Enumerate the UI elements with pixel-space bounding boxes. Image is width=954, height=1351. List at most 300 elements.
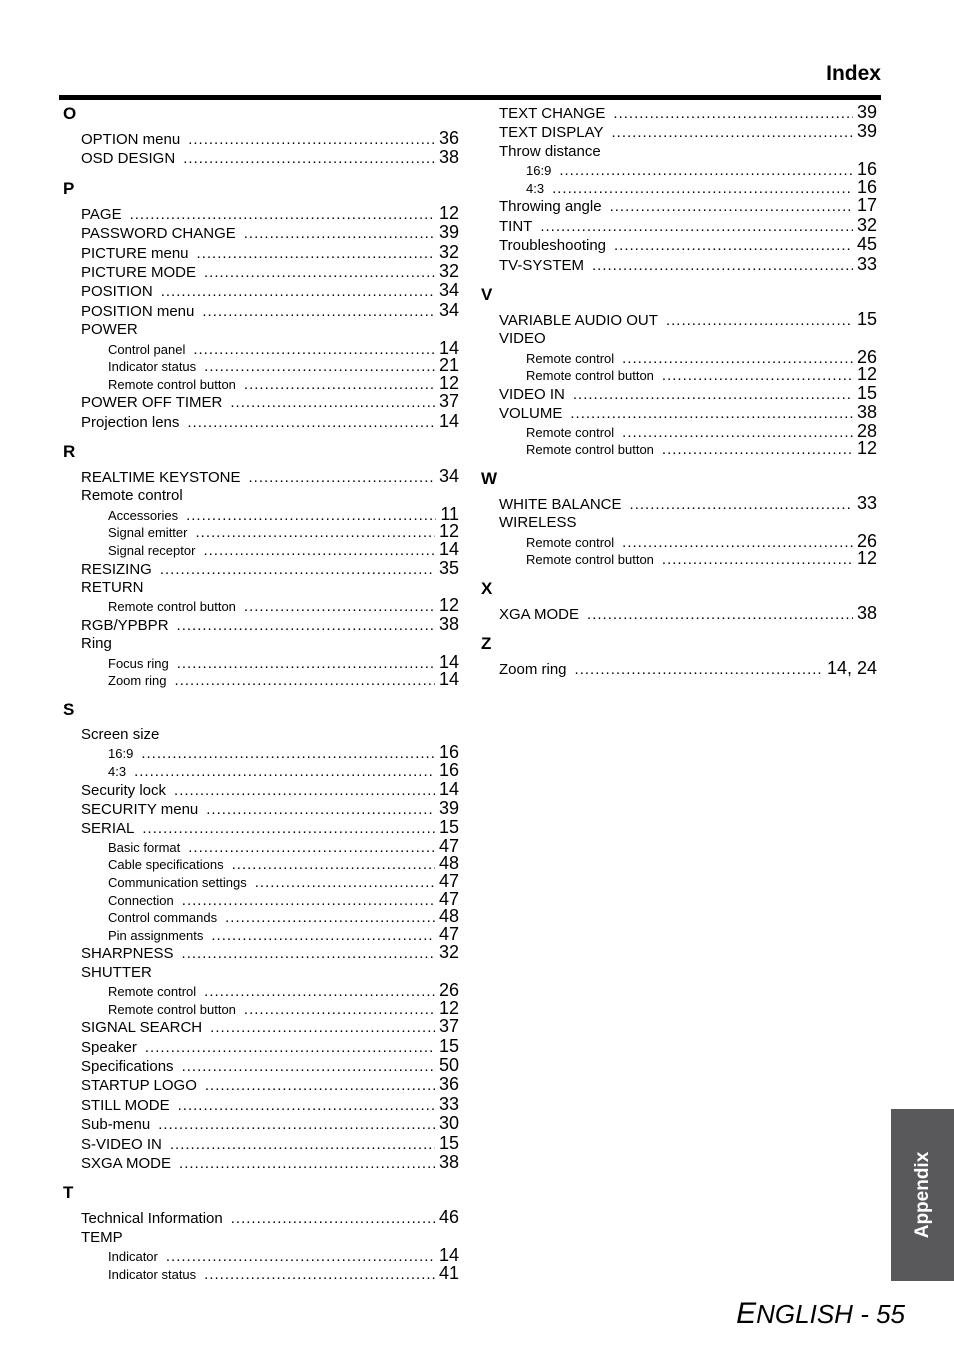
- index-section: [481, 103, 877, 274]
- entry-page-number: 47: [438, 925, 459, 944]
- entry-label: Troubleshooting: [499, 237, 607, 255]
- entry-page-number: 36: [438, 129, 459, 148]
- index-entry: [481, 310, 877, 329]
- dot-leader: [570, 404, 853, 422]
- dot-leader: [166, 1248, 435, 1265]
- index-entry: [63, 943, 459, 962]
- dot-leader: [170, 1135, 435, 1153]
- entry-label: Remote control button: [108, 376, 236, 392]
- entry-page-number: 12: [856, 366, 877, 384]
- dot-leader: [182, 892, 435, 909]
- entry-page-number: 28: [856, 422, 877, 441]
- dot-leader: [204, 358, 435, 375]
- dot-leader: [244, 598, 435, 615]
- dot-leader: [662, 441, 853, 458]
- dot-leader: [232, 856, 435, 873]
- index-subentry: [481, 366, 877, 384]
- dot-leader: [211, 927, 435, 944]
- entry-page-number: 32: [438, 943, 459, 963]
- dot-leader: [244, 224, 435, 242]
- entry-page-number: 16: [856, 178, 877, 197]
- entry-page-number: 14, 24: [826, 659, 877, 679]
- index-subentry: [63, 926, 459, 944]
- entry-page-number: 38: [438, 148, 459, 168]
- dot-leader: [187, 413, 435, 431]
- dot-leader: [552, 180, 853, 197]
- entry-label: Projection lens: [81, 413, 180, 431]
- index-entry: [63, 204, 459, 223]
- index-subentry: [63, 506, 459, 524]
- dot-leader: [204, 263, 435, 281]
- index-entry: [481, 494, 877, 513]
- entry-label: Remote control: [108, 984, 197, 1000]
- entry-page-number: 14: [438, 653, 459, 672]
- entry-page-number: 46: [438, 1208, 459, 1228]
- entry-label: RGB/YPBPR: [81, 617, 169, 635]
- index-entry: [63, 223, 459, 242]
- entry-label: SHARPNESS: [81, 945, 174, 963]
- index-entry: [481, 103, 877, 122]
- index-section: [63, 441, 459, 689]
- index-subentry: [63, 671, 459, 689]
- entry-page-number: 38: [856, 603, 877, 623]
- dot-leader: [662, 367, 853, 384]
- dot-leader: [210, 1018, 435, 1036]
- entry-label: Remote control: [526, 424, 615, 440]
- dot-leader: [622, 350, 853, 367]
- section-letter: W: [481, 468, 498, 488]
- entry-page-number: 12: [438, 203, 459, 223]
- entry-label: Connection: [108, 892, 174, 908]
- index-subentry: [63, 762, 459, 780]
- entry-page-number: 12: [438, 999, 459, 1018]
- entry-label: 4:3: [108, 763, 127, 779]
- index-section: [63, 178, 459, 431]
- index-entry: [63, 1017, 459, 1036]
- footer-language: NGLISH: [756, 1299, 853, 1329]
- entry-label: Cable specifications: [108, 857, 224, 873]
- index-entry: [481, 513, 877, 532]
- index-entry: [63, 578, 459, 597]
- dot-leader: [622, 424, 853, 441]
- index-entry: [63, 243, 459, 262]
- index-entry: [63, 1095, 459, 1114]
- entry-label: STARTUP LOGO: [81, 1077, 197, 1095]
- index-entry: [63, 615, 459, 634]
- dot-leader: [141, 745, 435, 762]
- entry-page-number: 11: [440, 505, 459, 524]
- entry-page-number: 36: [438, 1075, 459, 1095]
- appendix-tab-label: Appendix: [911, 1151, 933, 1239]
- index-entry: [481, 329, 877, 348]
- entry-label: Pin assignments: [108, 927, 204, 943]
- index-entry: [481, 403, 877, 422]
- index-entry: [63, 392, 459, 411]
- entry-label: TINT: [499, 217, 533, 235]
- dot-leader: [130, 205, 435, 223]
- entry-label: Zoom ring: [499, 661, 567, 679]
- entry-label: SHUTTER: [81, 963, 152, 981]
- section-letter: T: [63, 1183, 74, 1203]
- entry-page-number: 38: [438, 615, 459, 635]
- entry-page-number: 33: [856, 254, 877, 274]
- index-entry: [63, 1114, 459, 1133]
- entry-label: VIDEO IN: [499, 385, 565, 403]
- dot-leader: [205, 1076, 435, 1094]
- dot-leader: [179, 1154, 435, 1172]
- entry-page-number: 34: [438, 281, 459, 301]
- footer-page-number: - 55: [852, 1299, 905, 1329]
- index-entry: [63, 799, 459, 818]
- index-column-left: [63, 103, 459, 1282]
- entry-label: VARIABLE AUDIO OUT: [499, 311, 658, 329]
- index-entry: [63, 1208, 459, 1227]
- entry-label: TEMP: [81, 1228, 123, 1246]
- dot-leader: [174, 781, 435, 799]
- dot-leader: [610, 197, 853, 215]
- dot-leader: [666, 311, 853, 329]
- index-section: [63, 103, 459, 168]
- index-entry: [63, 780, 459, 799]
- entry-label: Security lock: [81, 781, 167, 799]
- dot-leader: [145, 1038, 435, 1056]
- index-entry: [481, 659, 877, 678]
- entry-label: TEXT DISPLAY: [499, 124, 604, 142]
- entry-page-number: 32: [856, 215, 877, 235]
- index-section: [481, 578, 877, 623]
- entry-label: XGA MODE: [499, 605, 580, 623]
- entry-label: TEXT CHANGE: [499, 105, 606, 122]
- entry-label: TV-SYSTEM: [499, 256, 585, 274]
- dot-leader: [178, 1096, 435, 1114]
- index-subentry: [63, 541, 459, 559]
- index-subentry: [63, 873, 459, 891]
- entry-page-number: 26: [856, 348, 877, 367]
- entry-label: Basic format: [108, 839, 181, 855]
- entry-label: Signal emitter: [108, 525, 188, 541]
- index-section: [481, 633, 877, 678]
- index-subentry: [481, 179, 877, 197]
- index-entry: [481, 235, 877, 254]
- entry-page-number: 16: [438, 761, 459, 780]
- entry-page-number: 14: [438, 671, 459, 689]
- index-subentry: [63, 375, 459, 393]
- section-letter: V: [481, 284, 493, 304]
- entry-label: Remote control: [526, 350, 615, 366]
- dot-leader: [134, 763, 435, 780]
- entry-page-number: 12: [856, 440, 877, 458]
- index-entry: [63, 301, 459, 320]
- entry-label: 4:3: [526, 180, 545, 196]
- dot-leader: [540, 217, 853, 235]
- dot-leader: [175, 672, 435, 689]
- entry-page-number: 16: [856, 161, 877, 179]
- entry-page-number: 39: [438, 223, 459, 243]
- entry-label: Specifications: [81, 1058, 174, 1076]
- index-subentry: [63, 891, 459, 909]
- dot-leader: [592, 256, 853, 274]
- section-letter: P: [63, 178, 75, 198]
- entry-label: WIRELESS: [499, 514, 577, 532]
- index-entry: [63, 486, 459, 505]
- index-subentry: [481, 161, 877, 179]
- dot-leader: [202, 302, 435, 320]
- dot-leader: [249, 468, 435, 486]
- dot-leader: [559, 162, 853, 179]
- index-subentry: [481, 423, 877, 441]
- dot-leader: [587, 605, 853, 623]
- entry-label: Remote control button: [526, 368, 654, 384]
- index-entry: [63, 281, 459, 300]
- section-letter: S: [63, 699, 75, 719]
- entry-page-number: 21: [438, 357, 459, 375]
- index-entry: [63, 262, 459, 281]
- entry-page-number: 33: [856, 493, 877, 513]
- entry-page-number: 14: [438, 541, 459, 559]
- entry-label: SERIAL: [81, 820, 135, 838]
- entry-label: Throwing angle: [499, 198, 602, 216]
- page-title: Index: [826, 62, 881, 85]
- index-subentry: [63, 1265, 459, 1283]
- dot-leader: [630, 495, 853, 513]
- entry-page-number: 15: [856, 309, 877, 329]
- entry-label: SXGA MODE: [81, 1155, 172, 1172]
- entry-label: VIDEO: [499, 330, 546, 348]
- entry-label: OSD DESIGN: [81, 150, 176, 168]
- index-subentry: [63, 982, 459, 1000]
- entry-label: OPTION menu: [81, 131, 181, 148]
- dot-leader: [230, 393, 435, 411]
- entry-label: Remote control: [81, 487, 183, 505]
- entry-label: POWER: [81, 321, 138, 339]
- appendix-tab: [891, 1109, 954, 1281]
- dot-leader: [182, 944, 435, 962]
- dot-leader: [186, 507, 436, 524]
- entry-label: Signal receptor: [108, 543, 196, 559]
- index-subentry: [63, 523, 459, 541]
- index-entry: [481, 604, 877, 623]
- entry-label: Remote control button: [526, 442, 654, 458]
- index-entry: [63, 129, 459, 148]
- entry-page-number: 14: [438, 1247, 459, 1265]
- entry-label: PICTURE menu: [81, 244, 189, 262]
- dot-leader: [177, 655, 435, 672]
- index-entry: [481, 196, 877, 215]
- entry-label: POSITION: [81, 283, 153, 301]
- entry-page-number: 39: [438, 798, 459, 818]
- entry-page-number: 34: [438, 467, 459, 487]
- entry-label: Remote control: [526, 534, 615, 550]
- entry-page-number: 26: [438, 982, 459, 1000]
- entry-label: Accessories: [108, 507, 179, 523]
- dot-leader: [206, 800, 435, 818]
- entry-label: Ring: [81, 635, 112, 653]
- dot-leader: [161, 282, 435, 300]
- index-subentry: [63, 340, 459, 358]
- entry-page-number: 32: [438, 261, 459, 281]
- entry-label: SECURITY menu: [81, 800, 199, 818]
- entry-label: Screen size: [81, 725, 160, 743]
- section-letter: R: [63, 442, 76, 462]
- index-entry: [63, 1075, 459, 1094]
- index-subentry: [63, 908, 459, 926]
- entry-page-number: 47: [438, 837, 459, 856]
- dot-leader: [244, 1001, 435, 1018]
- index-entry: [63, 467, 459, 486]
- entry-page-number: 38: [856, 403, 877, 423]
- entry-page-number: 41: [438, 1264, 459, 1283]
- entry-label: RETURN: [81, 579, 144, 597]
- index-subentry: [63, 357, 459, 375]
- dot-leader: [255, 874, 435, 891]
- index-entry: [481, 216, 877, 235]
- index-section: [481, 468, 877, 568]
- entry-page-number: 39: [856, 103, 877, 122]
- entry-label: Technical Information: [81, 1210, 223, 1228]
- entry-label: SIGNAL SEARCH: [81, 1019, 203, 1037]
- dot-leader: [662, 551, 853, 568]
- entry-label: Zoom ring: [108, 673, 167, 689]
- dot-leader: [193, 341, 435, 358]
- entry-label: Indicator: [108, 1249, 158, 1265]
- entry-page-number: 45: [856, 235, 877, 255]
- entry-page-number: 32: [438, 242, 459, 262]
- index-subentry: [63, 744, 459, 762]
- index-entry: [481, 255, 877, 274]
- entry-label: Remote control button: [108, 1001, 236, 1017]
- index-entry: [63, 412, 459, 431]
- entry-page-number: 39: [856, 122, 877, 142]
- entry-page-number: 14: [438, 339, 459, 358]
- index-entry: [63, 1153, 459, 1172]
- index-entry: [481, 384, 877, 403]
- index-entry: [63, 1134, 459, 1153]
- entry-page-number: 37: [438, 392, 459, 412]
- entry-page-number: 26: [856, 532, 877, 551]
- index-subentry: [481, 550, 877, 568]
- entry-label: 16:9: [108, 746, 134, 762]
- entry-label: STILL MODE: [81, 1096, 170, 1114]
- entry-label: VOLUME: [499, 405, 563, 423]
- entry-label: 16:9: [526, 163, 552, 179]
- index-subentry: [63, 1247, 459, 1265]
- dot-leader: [231, 1209, 435, 1227]
- entry-page-number: 14: [438, 411, 459, 431]
- entry-label: POSITION menu: [81, 302, 195, 320]
- entry-page-number: 47: [438, 890, 459, 909]
- index-entry: [63, 1228, 459, 1247]
- index-entry: [63, 725, 459, 744]
- entry-label: Indicator status: [108, 359, 197, 375]
- entry-label: POWER OFF TIMER: [81, 394, 223, 412]
- index-subentry: [63, 1000, 459, 1018]
- entry-label: Focus ring: [108, 655, 169, 671]
- index-section: [63, 699, 459, 1172]
- index-subentry: [63, 597, 459, 615]
- index-section: [481, 284, 877, 458]
- dot-leader: [160, 560, 435, 578]
- dot-leader: [244, 376, 435, 393]
- index-subentry: [481, 440, 877, 458]
- entry-page-number: 34: [438, 300, 459, 320]
- entry-page-number: 15: [438, 818, 459, 838]
- dot-leader: [614, 236, 853, 254]
- entry-label: S-VIDEO IN: [81, 1135, 162, 1153]
- entry-label: PICTURE MODE: [81, 263, 197, 281]
- entry-page-number: 12: [856, 550, 877, 568]
- entry-page-number: 47: [438, 872, 459, 891]
- entry-label: Control panel: [108, 341, 186, 357]
- index-column-right: [481, 103, 877, 679]
- dot-leader: [182, 1057, 435, 1075]
- entry-page-number: 37: [438, 1017, 459, 1037]
- entry-page-number: 15: [856, 383, 877, 403]
- dot-leader: [573, 385, 853, 403]
- entry-label: Communication settings: [108, 874, 247, 890]
- index-entry: [481, 122, 877, 141]
- header-rule: [59, 95, 881, 100]
- entry-page-number: 12: [438, 597, 459, 616]
- dot-leader: [177, 616, 435, 634]
- index-subentry: [481, 349, 877, 367]
- index-entry: [63, 148, 459, 167]
- dot-leader: [188, 839, 435, 856]
- section-letter: X: [481, 578, 493, 598]
- index-subentry: [63, 855, 459, 873]
- entry-page-number: 30: [438, 1114, 459, 1134]
- footer-language-initial: E: [736, 1297, 757, 1330]
- dot-leader: [575, 660, 823, 678]
- entry-page-number: 16: [438, 744, 459, 762]
- index-entry: [63, 634, 459, 653]
- entry-page-number: 12: [438, 374, 459, 393]
- entry-label: Control commands: [108, 910, 218, 926]
- dot-leader: [195, 524, 434, 541]
- index-subentry: [481, 533, 877, 551]
- entry-label: Sub-menu: [81, 1116, 151, 1134]
- entry-label: Throw distance: [499, 142, 601, 160]
- entry-label: Speaker: [81, 1038, 137, 1056]
- index-entry: [63, 1037, 459, 1056]
- index-subentry: [63, 838, 459, 856]
- entry-page-number: 15: [438, 1133, 459, 1153]
- entry-page-number: 33: [438, 1094, 459, 1114]
- index-entry: [481, 142, 877, 161]
- index-entry: [63, 1056, 459, 1075]
- entry-page-number: 50: [438, 1056, 459, 1076]
- dot-leader: [197, 244, 435, 262]
- entry-label: Indicator status: [108, 1266, 197, 1282]
- entry-page-number: 17: [856, 196, 877, 216]
- index-entry: [63, 963, 459, 982]
- dot-leader: [158, 1115, 435, 1133]
- dot-leader: [204, 983, 435, 1000]
- dot-leader: [188, 130, 435, 148]
- dot-leader: [622, 534, 853, 551]
- entry-page-number: 15: [438, 1036, 459, 1056]
- index-entry: [63, 320, 459, 339]
- entry-page-number: 48: [438, 908, 459, 926]
- dot-leader: [203, 542, 435, 559]
- dot-leader: [611, 123, 852, 141]
- entry-page-number: 14: [438, 779, 459, 799]
- entry-label: REALTIME KEYSTONE: [81, 469, 241, 487]
- index-section: [63, 1182, 459, 1282]
- page-footer: [736, 1297, 905, 1331]
- entry-page-number: 12: [438, 523, 459, 542]
- index-entry: [63, 559, 459, 578]
- entry-page-number: 35: [438, 558, 459, 578]
